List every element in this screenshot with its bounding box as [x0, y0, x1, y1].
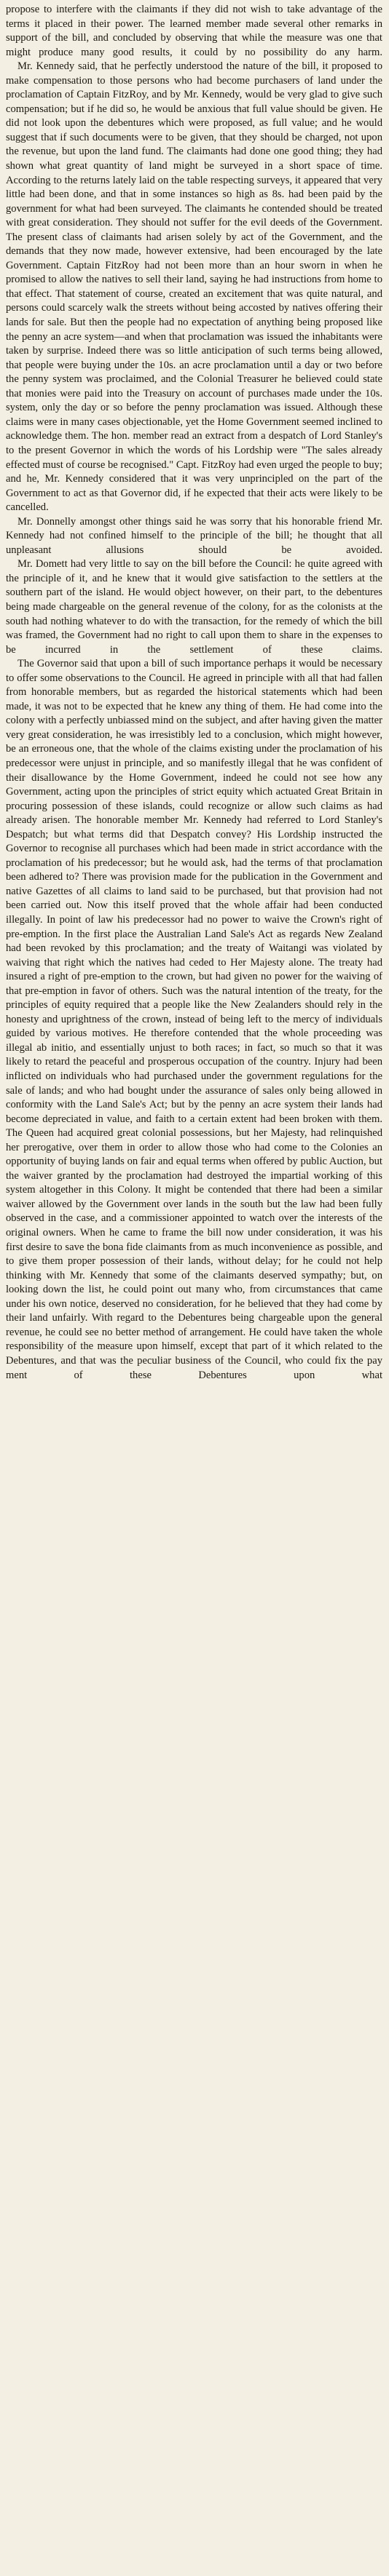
paragraph-governor-speech: The Governor said that upon a bill of such importance perhaps it would be necessary to offer some observations to the Council. He agreed in principle with all that had fallen from honorable members, but as regarded the historical statements which had been made, it was not to be expected that he knew any thing of them. He had come into the colony with a perfectly unbiassed mind on the subject, and after having given the matter very great consideration, he was irresistibly led to a conclusion, which might however, be an erroneous one, that the whole of the claims existing under the proclamation of his predecessor were unjust in principle, and so manifestly illegal that he was confident of their disallowance by the Home Government, indeed he could not see how any Government, acting upon the principles of strict equity which actuated Great Britain in procuring possession of these islands, could recognize or allow such claims as had already arisen. The honorable member Mr. Kennedy had referred to Lord Stanley's Despatch; but what terms did that Despatch convey? His Lordship instructed the Governor to recognise all purchases which had been made in strict accordance with the proclamation of his predecessor; but he would ask, had the terms of that proclamation been adhered to? There was provision made for the publication in the Government and native Gazettes of all claims to land said to be purchased, but that provision had not been carried out. Now this itself proved that the whole affair had been conducted illegally. In point of law his predecessor had no power to waive the Crown's right of pre-emption. In the first place the Australian Land Sale's Act as regards New Zealand had been revoked by this proclamation; and the treaty of Waitangi was violated by waiving that right which the natives had ceded to Her Majesty alone. The treaty had insured a right of pre-emption to the crown, but had given no power for the waiving of that pre-emption in favor of others. Such was the natural intention of the treaty, for the principles of equity required that a people like the New Zealanders should rely in the honesty and uprightness of the crown, instead of being left to the mercy of individuals guided by various motives. He therefore contended that the whole proceeding was illegal ab initio, and essentially unjust to both races; in fact, so much so that it was likely to retard the peaceful and prosperous occupation of the country. Injury had been inflicted on individuals who had purchased under the government regulations for the sale of lands; and who had bought under the assurance of sales only being allowed in conformity with the Land Sale's Act; but by the penny an acre system their lands had become depreciated in value, and faith to a certain extent had been broken with them. The Queen had acquired great colonial possessions, but her Majesty, had relinquished her prerogative, over them in order to allow those who had come to the Colonies an opportunity of buying lands on fair and equal terms when offered by public Auction, but the waiver granted by the proclamation had destroyed the impartial working of this system altogether in this Colony. It might be contended that there had been a similar waiver allowed by the Government over lands in the south but the law had been fully observed in the case, and a commissioner appointed to watch over the interests of the original owners. When he came to frame the bill now under consideration, it was his first desire to save the bona fide claimants from as much inconvenience as possible, and to give them proper possession of their lands, without delay; for he could not help thinking with Mr. Kennedy that some of the claimants deserved sympathy; but, on looking down the list, he could point out many who, from circumstances that came under his own notice, deserved no consideration, for he believed that they had come by their land unfairly. With regard to the Debentures being chargeable upon the general revenue, he could see no better method of arrangement. He could have taken the whole responsibility of the measure upon himself, except that part of it which related to the Debentures, and that was the peculiar business of the Council, who could fix the pay ment of these Debentures upon what	[6, 658, 382, 1381]
paragraph-continuation: propose to interfere with the claimants if they did not wish to take advantage of the terms it placed in their power. The learned member made several other remarks in support of the bill, and concluded by observing that while the measure was one that might produce many good results, it could by no possibility do any harm.	[6, 4, 382, 58]
paragraph-donnelly-speech: Mr. Donnelly amongst other things said he was sorry that his honorable friend Mr. Kennedy had not confined himself to the principle of the bill; he thought that all unpleasant allusions should be avoided.	[6, 515, 382, 556]
paragraph-kennedy-speech: Mr. Kennedy said, that he perfectly understood the nature of the bill, it proposed to make compensation to those persons who had become purchasers of land under the proclamation of Captain FitzRoy, and by Mr. Kennedy, would be very glad to give such compensation; but if he did so, he would be anxious that full value should be given. He did not look upon the debentures which were proposed, as full value; and he would suggest that if such documents were to be given, that they should be charged, not upon the revenue, but upon the land fund. The claimants had done one good thing; they had shown what great quantity of land might be surveyed in a short space of time. According to the returns lately laid on the table respecting surveys, it appeared that very little had been done, and that in some instances so high as 8s. had been paid by the government for what had been surveyed. The claimants he contended should be treated with great consideration. They should not suffer for the evil deeds of the Government. The present class of claimants had arisen solely by act of the Government, and the demands that they now made, however extensive, had been encouraged by the late Government. Captain FitzRoy had not been more than an hour sworn in when he promised to allow the natives to sell their land, saying he had instructions from home to that effect. That statement of course, created an excitement that was quite natural, and persons could scarcely walk the streets without being accosted by natives offering their lands for sale. But then the people had no expectation of anything being proposed like the penny an acre system—and when that proclamation was issued the inhabitants were taken by surprise. Indeed there was so little anticipation of such terms being allowed, that people were buying under the 10s. an acre proclamation until a day or two before the penny system was proclaimed, and the Colonial Treasurer he believed could state that monies were paid into the Treasury on account of purchases made under the 10s. system, only the day or so before the penny proclamation was issued. Although these claims were in many cases objectionable, yet the Home Government seemed inclined to acknowledge them. The hon. member read an extract from a despatch of Lord Stanley's to the present Governor in which the words of his Lordship were "The sales already effected must of course be recognised." Capt. FitzRoy had even urged the people to buy; and he, Mr. Kennedy considered that it was very unprincipled on the part of the Government to act as that Governor did, if he expected that their acts were likely to be cancelled.	[6, 60, 382, 514]
paragraph-domett-speech: Mr. Domett had very little to say on the bill before the Council: he quite agreed with the principle of it, and he knew that it would give satisfaction to the settlers at the southern part of the island. He would object however, on their part, to the debentures being made chargeable on the general revenue of the colony, for as the colonists at the south had nothing whatever to do with the transaction, for the remedy of which the bill was framed, the Government had no right to call upon them to share in the expenses to be incurred in the settlement of these claims.	[6, 558, 382, 656]
